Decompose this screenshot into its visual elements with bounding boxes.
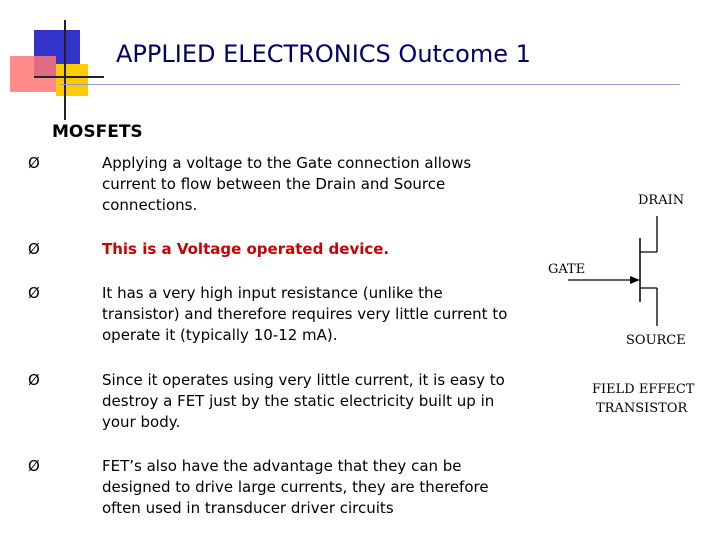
bullet-text: Since it operates using very little current, it is easy to destroy a FET just by the static electricity built up in your body.	[102, 371, 505, 431]
bullet-text: FET’s also have the advantage that they can be designed to drive large currents, they are therefore often used in transducer driver circuits	[102, 457, 489, 517]
title-underline	[60, 84, 680, 85]
bullet-arrow-icon: Ø	[28, 457, 40, 475]
bullet-text: It has a very high input resistance (unlike the transistor) and therefore requires very little current to operate it (typically 10-12 mA).	[102, 284, 508, 344]
bullet-arrow-icon: Ø	[28, 154, 40, 172]
drain-label: DRAIN	[638, 193, 685, 208]
fet-symbol-diagram	[540, 180, 710, 420]
decor-vertical-line	[64, 20, 66, 120]
section-heading: MOSFETS	[52, 122, 143, 142]
decor-horizontal-line	[34, 76, 104, 78]
decor-yellow-square	[56, 64, 88, 96]
source-label: SOURCE	[626, 333, 686, 348]
gate-label: GATE	[548, 262, 586, 277]
bullet-text-emphasis: This is a Voltage operated device.	[102, 240, 390, 258]
bullet-arrow-icon: Ø	[28, 284, 40, 302]
bullet-text: Applying a voltage to the Gate connection allows current to flow between the Drain and Source connections.	[102, 154, 472, 214]
slide-title: APPLIED ELECTRONICS Outcome 1	[116, 40, 531, 68]
caption-line-2: TRANSISTOR	[596, 401, 688, 416]
caption-line-1: FIELD EFFECT	[592, 382, 695, 397]
gate-arrow-icon	[630, 276, 640, 284]
bullet-arrow-icon: Ø	[28, 240, 40, 258]
decor-red-square	[10, 56, 56, 92]
bullet-arrow-icon: Ø	[28, 371, 40, 389]
